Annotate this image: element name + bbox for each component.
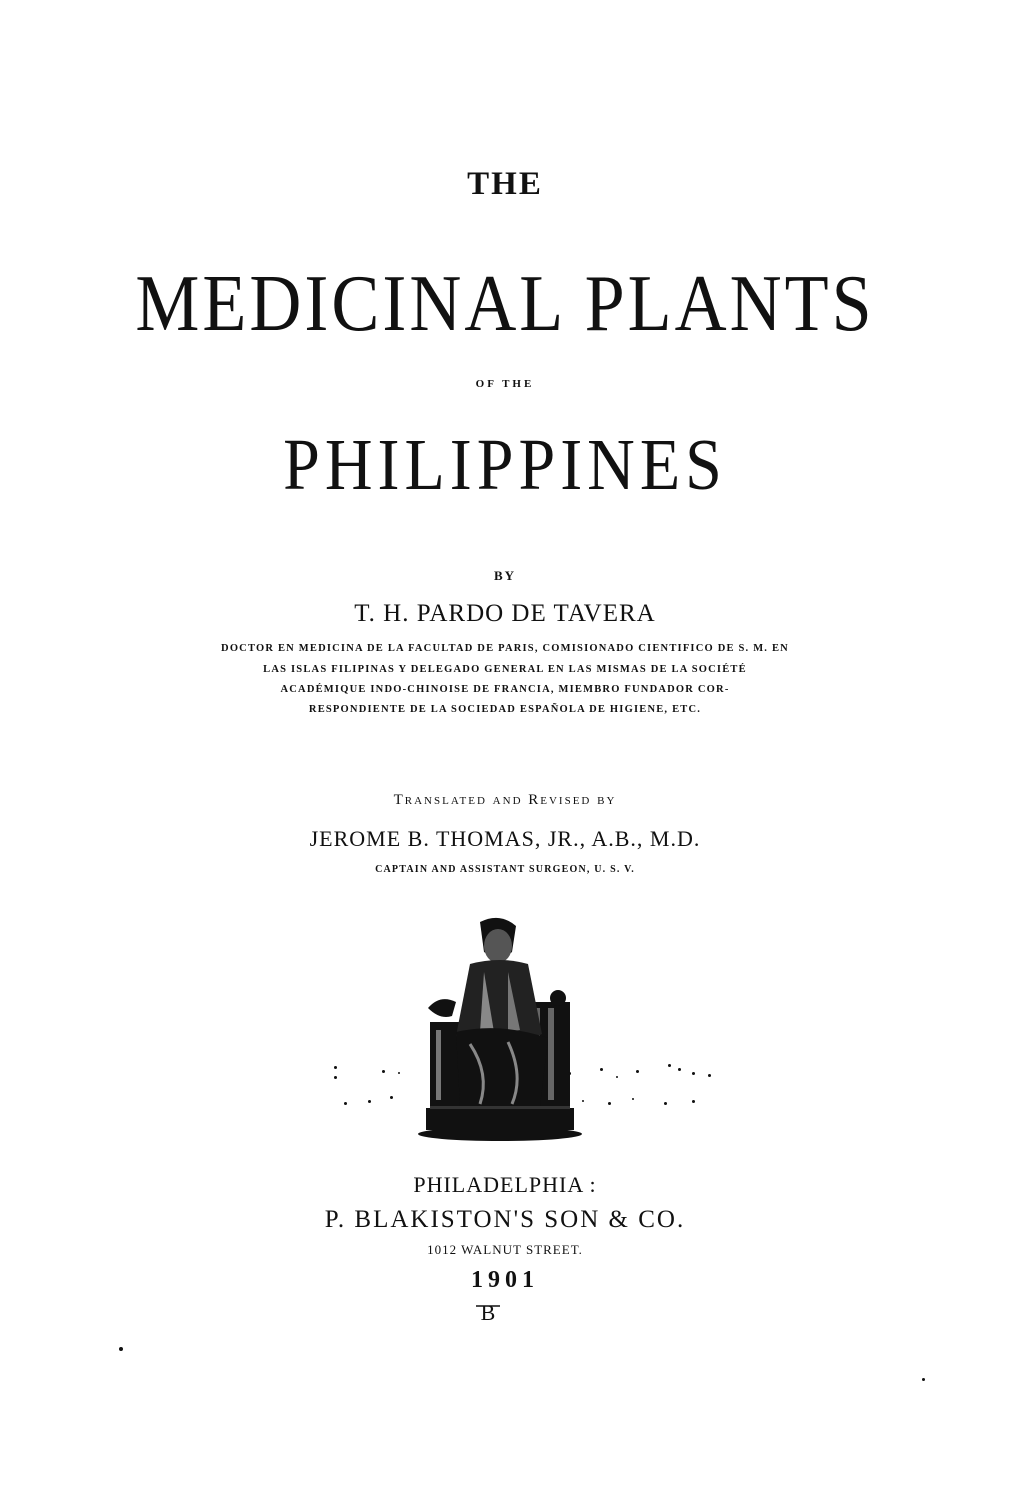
page-speck: [119, 1347, 123, 1351]
title-main: MEDICINAL PLANTS: [135, 258, 875, 348]
author-credentials-line: ACADÉMIQUE INDO-CHINOISE DE FRANCIA, MIEMBRO FUNDADOR COR-: [280, 684, 730, 695]
svg-text:B: B: [480, 1300, 496, 1325]
title-of-the: OF THE: [475, 378, 535, 390]
publisher-name: P. BLAKISTON'S SON & CO.: [324, 1206, 686, 1233]
author-credentials-line: LAS ISLAS FILIPINAS Y DELEGADO GENERAL EN LAS MISMAS DE LA SOCIÉTÉ: [263, 664, 747, 675]
page-speck: [922, 1378, 925, 1381]
translator-name: JEROME B. THOMAS, JR., A.B., M.D.: [309, 826, 701, 851]
translator-label: Translated and Revised by: [393, 792, 617, 808]
publisher-address: 1012 WALNUT STREET.: [427, 1242, 583, 1257]
title-the: THE: [467, 166, 543, 202]
engraving-specks: [320, 1058, 720, 1118]
author-name: T. H. PARDO DE TAVERA: [354, 600, 656, 627]
author-credentials-line: DOCTOR EN MEDICINA DE LA FACULTAD DE PARIS, COMISIONADO CIENTIFICO DE S. M. EN: [221, 643, 789, 654]
translator-title: CAPTAIN AND ASSISTANT SURGEON, U. S. V.: [375, 864, 635, 875]
title-place: PHILIPPINES: [283, 425, 727, 506]
publication-year: 1901: [471, 1267, 539, 1293]
publisher-city: PHILADELPHIA :: [413, 1172, 597, 1197]
publisher-monogram-icon: [472, 1298, 504, 1326]
author-credentials-line: RESPONDIENTE DE LA SOCIEDAD ESPAÑOLA DE HIGIENE, ETC.: [308, 704, 702, 715]
author-by: BY: [493, 568, 517, 583]
